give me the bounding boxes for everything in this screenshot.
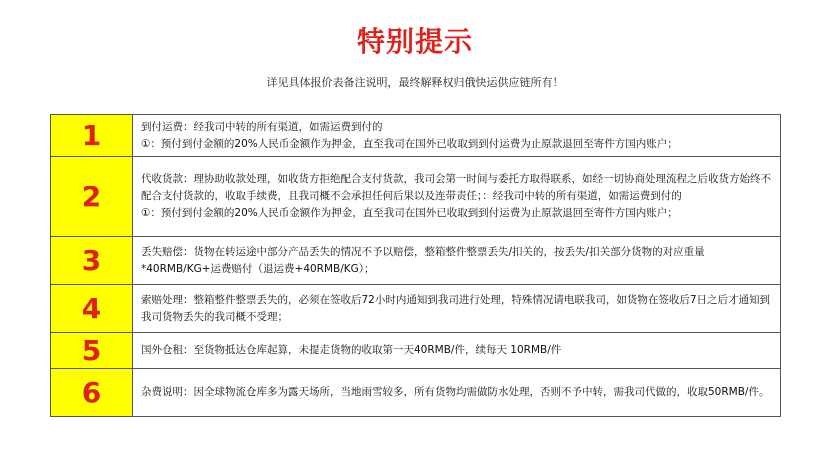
page-subtitle: 详见具体报价表备注说明，最终解释权归俄快运供应链所有！ bbox=[266, 76, 564, 89]
notice-row bbox=[51, 285, 781, 333]
row-number: 3 bbox=[51, 237, 133, 285]
row-text-line: 国外仓租：至货物抵达仓库起算，未提走货物的收取第一天40RMB/件，续每天 10RMB/件 bbox=[141, 344, 562, 356]
row-text-line: ①：预付到付金额的20%人民币金额作为押金，直至我司在国外已收取到到付运费为止原款退回至寄件方国内账户； bbox=[141, 207, 678, 219]
notice-row bbox=[51, 369, 781, 417]
row-number: 4 bbox=[51, 285, 133, 333]
row-description bbox=[133, 237, 781, 285]
notice-row bbox=[51, 115, 781, 157]
row-text-line: ①：预付到付金额的20%人民币金额作为押金，直至我司在国外已收取到到付运费为止原款退回至寄件方国内账户； bbox=[141, 137, 678, 150]
row-description bbox=[133, 369, 781, 417]
row-number: 6 bbox=[51, 369, 133, 417]
row-text-line: 丢失赔偿：货物在转运途中部分产品丢失的情况不予以赔偿，整箱整件整票丢失/扣关的，按丢失/扣关部分货物的对应重量*40RMB/KG+运费赔付（退运费+40RMB/KG）； bbox=[141, 245, 705, 275]
row-text-line: 索赔处理：整箱整件整票丢失的，必须在签收后72小时内通知到我司进行处理，特殊情况请电联我司，如货物在签收后7日之后才通知到我司货物丢失的我司概不受理； bbox=[141, 293, 771, 323]
row-number: 1 bbox=[51, 115, 133, 157]
row-text-line: 到付运费：经我司中转的所有渠道，如需运费到付的 bbox=[141, 120, 383, 133]
notice-row bbox=[51, 237, 781, 285]
row-number: 5 bbox=[51, 333, 133, 369]
notice-row bbox=[51, 333, 781, 369]
row-description bbox=[133, 285, 781, 333]
row-description bbox=[133, 157, 781, 237]
notice-table bbox=[50, 114, 781, 417]
row-description bbox=[133, 333, 781, 369]
row-text-line: 代收货款：理协助收款处理，如收货方拒绝配合支付货款，我司会第一时间与委托方取得联系，如经一切协商处理流程之后收货方始终不配合支付货款的，收取手续费，且我司概不会承担任何后果以及连带责任；：经我司中转的所有渠道，如需运费到付的 bbox=[141, 173, 771, 202]
row-number: 2 bbox=[51, 157, 133, 237]
row-description bbox=[133, 115, 781, 157]
row-text-line: 杂费说明：因全球物流仓库多为露天场所，当地雨雪较多，所有货物均需做防水处理，否则不予中转，需我司代做的，收取50RMB/件。 bbox=[141, 386, 770, 398]
page-title: 特别提示 bbox=[356, 25, 473, 58]
notice-row bbox=[51, 157, 781, 237]
